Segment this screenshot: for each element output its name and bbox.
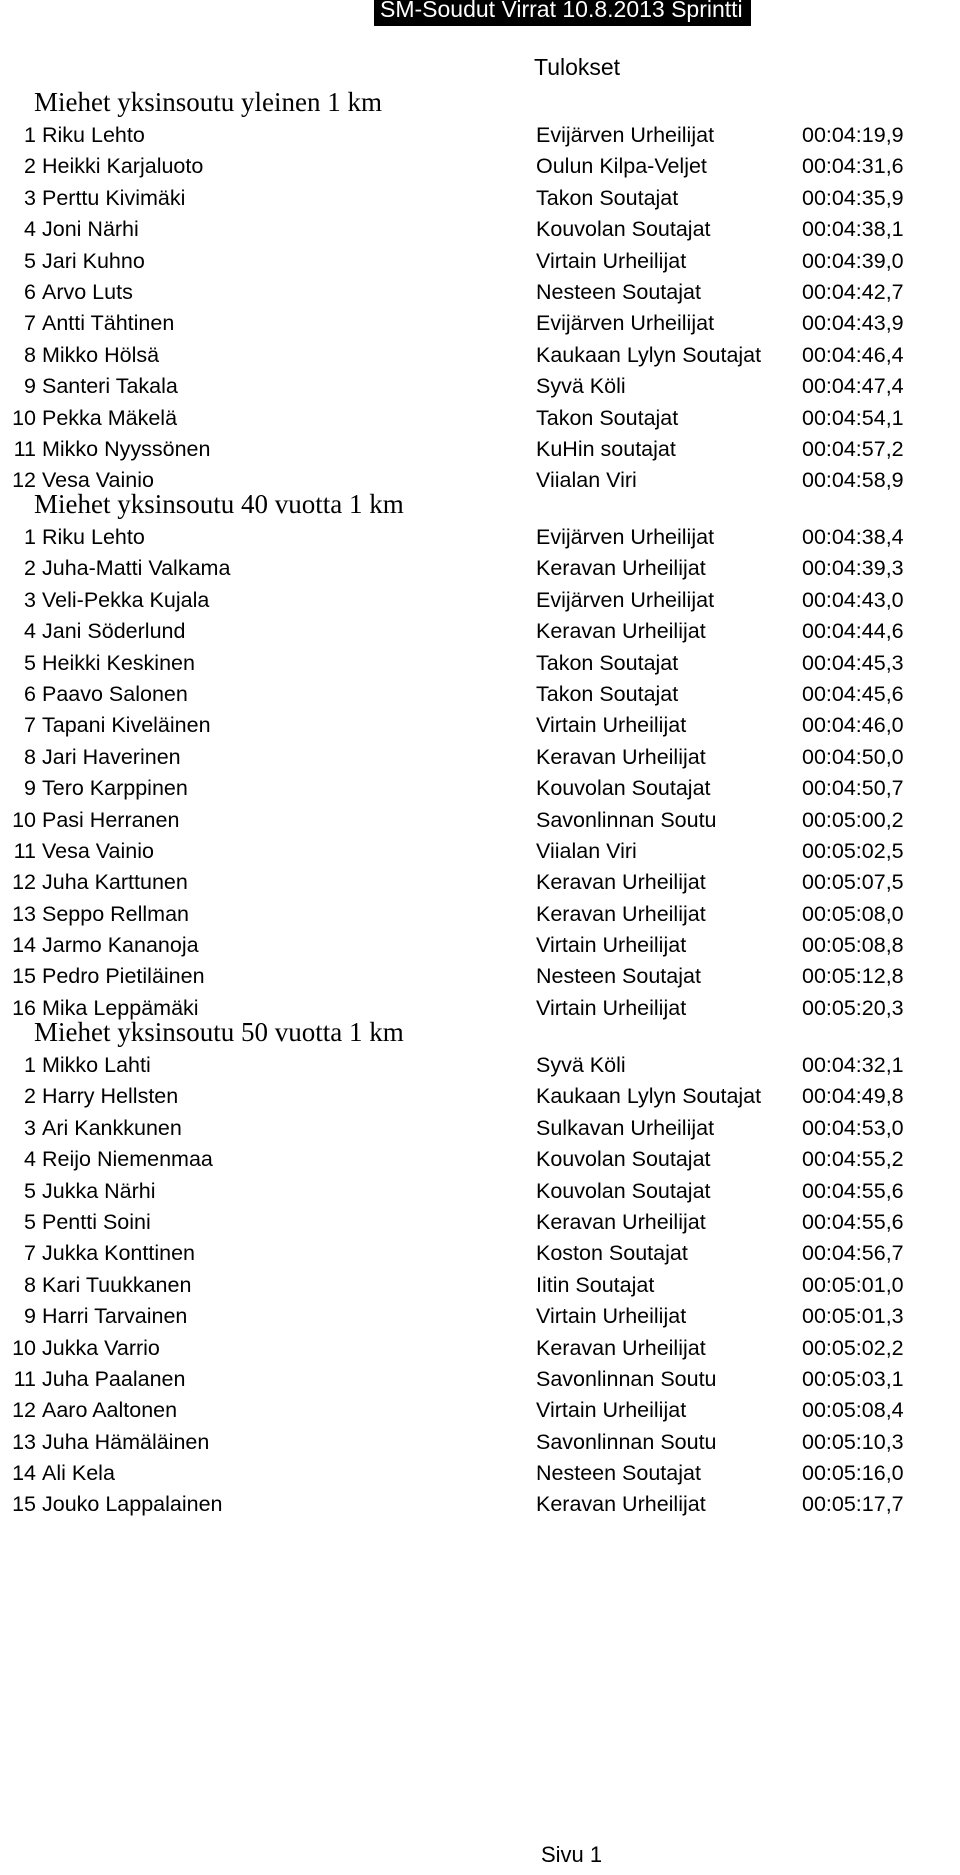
finish-time: 00:04:44,6 (802, 619, 904, 644)
rower-name: Vesa Vainio (42, 838, 154, 863)
result-rank: 9 (24, 374, 36, 399)
rower-name: Tapani Kiveläinen (42, 713, 211, 738)
result-rank: 8 (24, 1272, 36, 1297)
club-name: Kaukaan Lylyn Soutajat (536, 342, 762, 367)
result-rank: 2 (24, 1084, 36, 1109)
result-row (0, 553, 960, 584)
result-row (0, 710, 960, 741)
club-name: Keravan Urheilijat (536, 1335, 706, 1360)
club-name: Nesteen Soutajat (536, 964, 701, 989)
result-rank: 1 (24, 1053, 36, 1077)
result-rank: 14 (12, 933, 36, 958)
finish-time: 00:05:08,4 (802, 1398, 904, 1423)
result-rank: 4 (24, 217, 36, 242)
finish-time: 00:04:31,6 (802, 154, 904, 179)
club-name: Nesteen Soutajat (536, 1461, 701, 1486)
result-rank: 11 (13, 1366, 36, 1391)
result-rank: 9 (24, 1304, 36, 1329)
finish-time: 00:05:08,8 (802, 933, 904, 958)
finish-time: 00:05:07,5 (802, 870, 904, 895)
club-name: Evijärven Urheilijat (536, 311, 715, 336)
rower-name: Ali Kela (42, 1461, 115, 1486)
section-title: Miehet yksinsoutu yleinen 1 km (34, 87, 382, 117)
club-name: Virtain Urheilijat (536, 248, 687, 273)
result-rank: 5 (24, 650, 36, 675)
result-rank: 7 (24, 713, 36, 738)
rower-name: Mika Leppämäki (42, 995, 199, 1020)
section-title: Miehet yksinsoutu 50 vuotta 1 km (34, 1017, 404, 1047)
rower-name: Seppo Rellman (42, 901, 190, 926)
club-name: Kouvolan Soutajat (536, 1147, 711, 1172)
page-number: Sivu 1 (541, 1842, 603, 1867)
rower-name: Kari Tuukkanen (42, 1272, 192, 1297)
rower-name: Mikko Hölsä (42, 342, 160, 367)
rower-name: Riku Lehto (42, 123, 145, 147)
club-name: Takon Soutajat (536, 185, 679, 210)
club-name: Virtain Urheilijat (536, 1398, 687, 1423)
result-rank: 11 (13, 436, 36, 461)
rower-name: Harri Tarvainen (42, 1304, 188, 1329)
result-row (0, 1207, 960, 1238)
club-name: Takon Soutajat (536, 681, 679, 706)
club-name: Iitin Soutajat (536, 1272, 655, 1297)
rower-name: Heikki Keskinen (42, 650, 195, 675)
rower-name: Jukka Konttinen (42, 1241, 195, 1266)
club-name: Oulun Kilpa-Veljet (536, 154, 707, 179)
result-row (0, 308, 960, 339)
rower-name: Aaro Aaltonen (42, 1398, 178, 1423)
result-rank: 10 (12, 405, 36, 430)
result-row (0, 961, 960, 992)
result-rank: 5 (24, 1209, 36, 1234)
rower-name: Mikko Nyyssönen (42, 436, 211, 461)
club-name: Virtain Urheilijat (536, 713, 687, 738)
result-row (0, 1364, 960, 1395)
club-name: Viialan Viri (536, 468, 637, 493)
result-row (0, 867, 960, 898)
result-row (0, 1238, 960, 1269)
club-name: Syvä Köli (536, 1053, 626, 1077)
result-rank: 16 (12, 995, 36, 1020)
result-rank: 13 (12, 901, 36, 926)
result-row (0, 403, 960, 434)
result-row (0, 1113, 960, 1144)
club-name: Viialan Viri (536, 838, 637, 863)
result-row (0, 1395, 960, 1426)
result-rank: 4 (24, 619, 36, 644)
result-rank: 8 (24, 744, 36, 769)
result-rank: 12 (12, 1398, 36, 1423)
club-name: Kouvolan Soutajat (536, 776, 711, 801)
club-name: Evijärven Urheilijat (536, 123, 715, 147)
result-rank: 10 (12, 1335, 36, 1360)
rower-name: Jukka Närhi (42, 1178, 156, 1203)
finish-time: 00:04:39,3 (802, 556, 904, 581)
finish-time: 00:04:49,8 (802, 1084, 904, 1109)
result-rank: 15 (12, 1492, 36, 1517)
rower-name: Pedro Pietiläinen (42, 964, 205, 989)
finish-time: 00:04:56,7 (802, 1241, 904, 1266)
result-rank: 9 (24, 776, 36, 801)
result-rank: 7 (24, 1241, 36, 1266)
club-name: Savonlinnan Soutu (536, 807, 717, 832)
result-row (0, 930, 960, 961)
result-row (0, 434, 960, 465)
rower-name: Pasi Herranen (42, 807, 180, 832)
finish-time: 00:04:55,2 (802, 1147, 904, 1172)
finish-time: 00:04:38,4 (802, 525, 904, 549)
club-name: Kouvolan Soutajat (536, 217, 711, 242)
club-name: Syvä Köli (536, 374, 626, 399)
result-row (0, 1270, 960, 1301)
result-rank: 12 (12, 468, 36, 493)
rower-name: Harry Hellsten (42, 1084, 179, 1109)
finish-time: 00:04:57,2 (802, 436, 904, 461)
finish-time: 00:04:38,1 (802, 217, 904, 242)
result-rank: 1 (24, 525, 36, 549)
result-row (0, 648, 960, 679)
finish-time: 00:04:55,6 (802, 1209, 904, 1234)
finish-time: 00:04:35,9 (802, 185, 904, 210)
result-row (0, 1176, 960, 1207)
result-row (0, 1050, 960, 1081)
club-name: Kouvolan Soutajat (536, 1178, 711, 1203)
result-rank: 3 (24, 587, 36, 612)
club-name: Evijärven Urheilijat (536, 525, 715, 549)
finish-time: 00:05:01,3 (802, 1304, 904, 1329)
result-row (0, 183, 960, 214)
result-row (0, 120, 960, 151)
finish-time: 00:04:55,6 (802, 1178, 904, 1203)
finish-time: 00:05:10,3 (802, 1429, 904, 1454)
result-row (0, 585, 960, 616)
result-row (0, 1081, 960, 1112)
finish-time: 00:04:45,3 (802, 650, 904, 675)
club-name: Savonlinnan Soutu (536, 1429, 717, 1454)
finish-time: 00:05:08,0 (802, 901, 904, 926)
result-rank: 2 (24, 556, 36, 581)
club-name: Keravan Urheilijat (536, 1492, 706, 1517)
club-name: Keravan Urheilijat (536, 619, 706, 644)
result-row (0, 1427, 960, 1458)
club-name: Koston Soutajat (536, 1241, 688, 1266)
rower-name: Veli-Pekka Kujala (42, 587, 210, 612)
result-rank: 7 (24, 311, 36, 336)
club-name: KuHin soutajat (536, 436, 676, 461)
finish-time: 00:05:00,2 (802, 807, 904, 832)
finish-time: 00:04:50,0 (802, 744, 904, 769)
result-row (0, 246, 960, 277)
result-rank: 3 (24, 1115, 36, 1140)
result-rank: 12 (12, 870, 36, 895)
result-rank: 13 (12, 1429, 36, 1454)
result-row (0, 1144, 960, 1175)
result-rank: 1 (24, 123, 36, 147)
result-row (0, 277, 960, 308)
rower-name: Joni Närhi (42, 217, 139, 242)
club-name: Takon Soutajat (536, 650, 679, 675)
finish-time: 00:04:46,0 (802, 713, 904, 738)
result-row (0, 522, 960, 553)
rower-name: Pekka Mäkelä (42, 405, 178, 430)
finish-time: 00:04:19,9 (802, 123, 904, 147)
result-rank: 15 (12, 964, 36, 989)
rower-name: Jouko Lappalainen (42, 1492, 223, 1517)
club-name: Keravan Urheilijat (536, 1209, 706, 1234)
rower-name: Tero Karppinen (42, 776, 188, 801)
rower-name: Vesa Vainio (42, 468, 154, 493)
finish-time: 00:04:43,0 (802, 587, 904, 612)
finish-time: 00:04:32,1 (802, 1053, 904, 1077)
result-row (0, 836, 960, 867)
result-row (0, 742, 960, 773)
finish-time: 00:04:50,7 (802, 776, 904, 801)
rower-name: Jarmo Kananoja (42, 933, 199, 958)
finish-time: 00:04:58,9 (802, 468, 904, 493)
result-rank: 4 (24, 1147, 36, 1172)
result-rank: 10 (12, 807, 36, 832)
result-row (0, 616, 960, 647)
club-name: Keravan Urheilijat (536, 870, 706, 895)
rower-name: Juha-Matti Valkama (42, 556, 231, 581)
document-title: SM-Soudut Virrat 10.8.2013 Sprintti (374, 0, 751, 26)
finish-time: 00:05:20,3 (802, 995, 904, 1020)
rower-name: Jari Haverinen (42, 744, 181, 769)
rower-name: Jari Kuhno (42, 248, 145, 273)
result-row (0, 1333, 960, 1364)
rower-name: Juha Karttunen (42, 870, 188, 895)
finish-time: 00:05:03,1 (802, 1366, 904, 1391)
result-row (0, 899, 960, 930)
rower-name: Mikko Lahti (42, 1053, 151, 1077)
result-row (0, 214, 960, 245)
club-name: Sulkavan Urheilijat (536, 1115, 715, 1140)
result-rank: 5 (24, 248, 36, 273)
rower-name: Juha Paalanen (42, 1366, 186, 1391)
section-title: Miehet yksinsoutu 40 vuotta 1 km (34, 489, 404, 519)
finish-time: 00:04:47,4 (802, 374, 904, 399)
club-name: Virtain Urheilijat (536, 995, 687, 1020)
result-row (0, 1489, 960, 1520)
result-row (0, 371, 960, 402)
rower-name: Perttu Kivimäki (42, 185, 186, 210)
results-section-yleinen (0, 84, 960, 497)
club-name: Nesteen Soutajat (536, 279, 701, 304)
finish-time: 00:05:01,0 (802, 1272, 904, 1297)
result-rank: 8 (24, 342, 36, 367)
finish-time: 00:04:42,7 (802, 279, 904, 304)
club-name: Kaukaan Lylyn Soutajat (536, 1084, 762, 1109)
finish-time: 00:04:53,0 (802, 1115, 904, 1140)
club-name: Virtain Urheilijat (536, 933, 687, 958)
rower-name: Juha Hämäläinen (42, 1429, 210, 1454)
finish-time: 00:05:02,2 (802, 1335, 904, 1360)
results-section-40-vuotta (0, 486, 960, 1024)
finish-time: 00:04:46,4 (802, 342, 904, 367)
result-row (0, 773, 960, 804)
result-rank: 5 (24, 1178, 36, 1203)
rower-name: Reijo Niemenmaa (42, 1147, 213, 1172)
result-rank: 6 (24, 681, 36, 706)
result-row (0, 151, 960, 182)
finish-time: 00:05:16,0 (802, 1461, 904, 1486)
club-name: Evijärven Urheilijat (536, 587, 715, 612)
club-name: Savonlinnan Soutu (536, 1366, 717, 1391)
result-rank: 6 (24, 279, 36, 304)
club-name: Virtain Urheilijat (536, 1304, 687, 1329)
club-name: Takon Soutajat (536, 405, 679, 430)
result-row (0, 1301, 960, 1332)
finish-time: 00:05:02,5 (802, 838, 904, 863)
document-subtitle: Tulokset (534, 54, 621, 80)
result-rank: 3 (24, 185, 36, 210)
rower-name: Santeri Takala (42, 374, 178, 399)
finish-time: 00:04:43,9 (802, 311, 904, 336)
result-rank: 2 (24, 154, 36, 179)
result-rank: 14 (12, 1461, 36, 1486)
rower-name: Antti Tähtinen (42, 311, 175, 336)
finish-time: 00:05:12,8 (802, 964, 904, 989)
rower-name: Jukka Varrio (42, 1335, 160, 1360)
finish-time: 00:04:54,1 (802, 405, 904, 430)
rower-name: Ari Kankkunen (42, 1115, 182, 1140)
result-rank: 11 (13, 838, 36, 863)
rower-name: Paavo Salonen (42, 681, 188, 706)
result-row (0, 340, 960, 371)
rower-name: Pentti Soini (42, 1209, 151, 1234)
rower-name: Heikki Karjaluoto (42, 154, 204, 179)
finish-time: 00:05:17,7 (802, 1492, 904, 1517)
rower-name: Jani Söderlund (42, 619, 186, 644)
club-name: Keravan Urheilijat (536, 901, 706, 926)
finish-time: 00:04:39,0 (802, 248, 904, 273)
results-section-50-vuotta (0, 1014, 960, 1521)
rower-name: Riku Lehto (42, 525, 145, 549)
rower-name: Arvo Luts (42, 279, 133, 304)
result-row (0, 679, 960, 710)
club-name: Keravan Urheilijat (536, 556, 706, 581)
result-row (0, 805, 960, 836)
result-row (0, 1458, 960, 1489)
club-name: Keravan Urheilijat (536, 744, 706, 769)
finish-time: 00:04:45,6 (802, 681, 904, 706)
